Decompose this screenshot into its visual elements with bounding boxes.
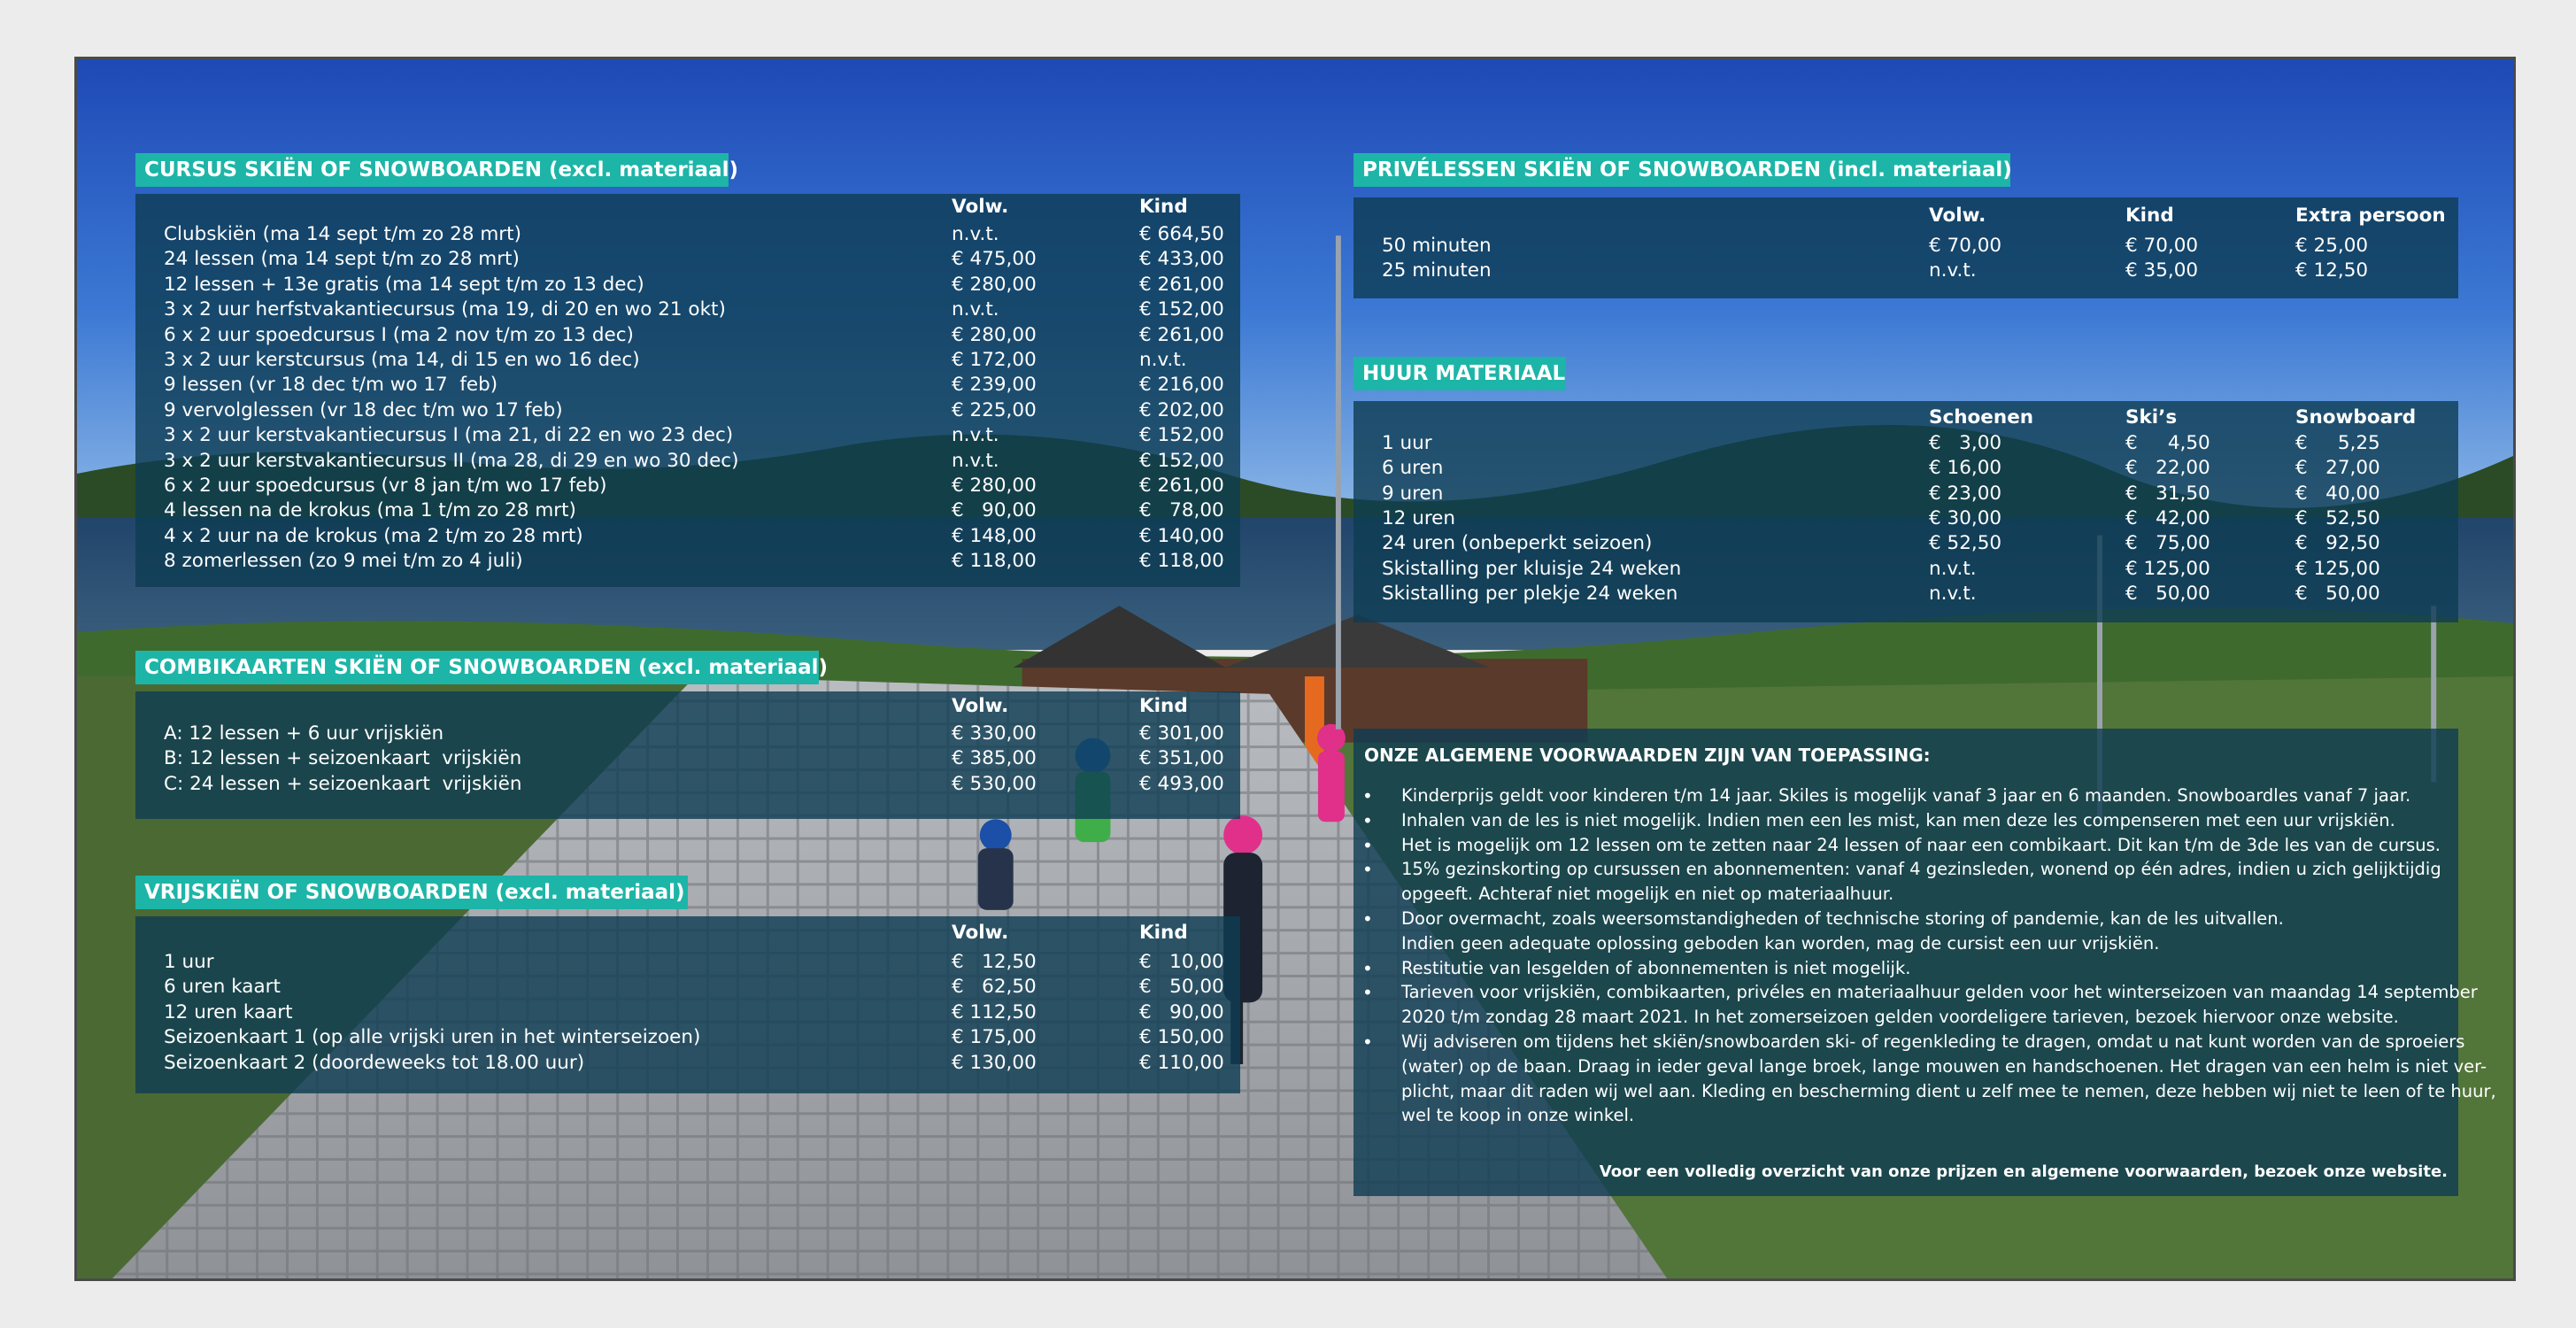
price-cell: n.v.t. <box>1139 349 1187 371</box>
price-cell: € 330,00 <box>952 722 1037 745</box>
price-cell: € 152,00 <box>1139 449 1224 472</box>
terms-panel <box>1354 729 2496 1196</box>
table-header-row <box>135 693 1240 719</box>
price-cell: € 175,00 <box>952 1026 1037 1049</box>
table-row <box>135 1050 1240 1076</box>
table-header-row <box>135 920 1240 946</box>
terms-item-line: wel te koop in onze winkel. <box>1401 1105 1635 1126</box>
price-cell: € 30,00 <box>1929 506 2002 529</box>
price-cell: € 475,00 <box>952 248 1037 271</box>
col-snowboard: Snowboard <box>2295 406 2417 429</box>
row-label: 12 lessen + 13e gratis (ma 14 sept t/m zo 13 dec) <box>164 273 644 296</box>
price-cell: € 16,00 <box>1929 457 2002 480</box>
price-cell: € 261,00 <box>1139 273 1224 296</box>
col-volw: Volw. <box>952 922 1009 944</box>
price-cell: € 90,00 <box>1139 1000 1224 1023</box>
col-volw: Volw. <box>1929 205 1986 227</box>
bullet-icon: • <box>1362 1031 1373 1053</box>
row-label: 24 uren (onbeperkt seizoen) <box>1382 532 1653 555</box>
table-row <box>135 322 1240 348</box>
price-cell: € 70,00 <box>1929 235 2002 257</box>
price-cell: € 148,00 <box>952 524 1037 547</box>
terms-item-line: Restitutie van lesgelden of abonnementen is niet mogelijk. <box>1401 957 1911 978</box>
price-cell: € 92,50 <box>2295 532 2380 555</box>
bullet-icon: • <box>1362 785 1373 807</box>
bullet-icon: • <box>1362 834 1373 856</box>
price-cell: € 202,00 <box>1139 398 1224 421</box>
price-board <box>74 57 2516 1281</box>
price-cell: € 12,50 <box>952 951 1037 973</box>
row-label: B: 12 lessen + seizoenkaart vrijskiën <box>164 747 522 770</box>
table-row <box>1354 530 2458 556</box>
price-cell: € 664,50 <box>1139 223 1224 245</box>
row-label: 4 lessen na de krokus (ma 1 t/m zo 28 mrt) <box>164 499 576 522</box>
table-row <box>135 297 1240 322</box>
terms-item-line: (water) op de baan. Draag in ieder geval lange broek, lange mouwen en handschoenen. Het dragen van een helm is niet ver- <box>1401 1055 2487 1077</box>
table-row <box>1354 455 2458 481</box>
price-cell: € 530,00 <box>952 772 1037 795</box>
vrij-price-table <box>135 916 1240 1093</box>
table-row <box>135 221 1240 247</box>
row-label: 3 x 2 uur kerstvakantiecursus I (ma 21, di 22 en wo 23 dec) <box>164 424 734 447</box>
price-cell: € 301,00 <box>1139 722 1224 745</box>
row-label: 25 minuten <box>1382 259 1492 282</box>
table-row <box>135 771 1240 797</box>
terms-footnote: Voor een volledig overzicht van onze prijzen en algemene voorwaarden, bezoek onze website. <box>1599 1162 2448 1181</box>
bullet-icon: • <box>1362 908 1373 930</box>
terms-item-line: Door overmacht, zoals weersomstandigheden of technische storing of pandemie, kan de les uitvallen. <box>1401 908 2284 929</box>
row-label: 8 zomerlessen (zo 9 mei t/m zo 4 juli) <box>164 550 523 573</box>
huur-header: HUUR MATERIAAL <box>1354 357 1566 390</box>
price-cell: € 75,00 <box>2125 532 2210 555</box>
bullet-icon: • <box>1362 957 1373 979</box>
table-row <box>135 974 1240 1000</box>
bullet-icon: • <box>1362 859 1373 881</box>
price-cell: € 22,00 <box>2125 457 2210 480</box>
price-cell: € 52,50 <box>2295 506 2380 529</box>
terms-item-line: plicht, maar dit raden wij wel aan. Kleding en bescherming dient u zelf mee te nemen, deze hebben wij niet te leen of te huur, <box>1401 1080 2496 1101</box>
price-cell: € 239,00 <box>952 374 1037 397</box>
table-header-row <box>135 194 1240 220</box>
table-row <box>135 548 1240 574</box>
row-label: 12 uren kaart <box>164 1000 293 1023</box>
price-cell: € 3,00 <box>1929 432 2002 454</box>
terms-item-line: Indien geen adequate oplossing geboden kan worden, mag de cursist een uur vrijskiën. <box>1401 932 2160 954</box>
price-cell: € 125,00 <box>2295 557 2380 580</box>
table-row <box>135 347 1240 373</box>
price-cell: € 50,00 <box>2295 582 2380 605</box>
price-cell: € 12,50 <box>2295 259 2369 282</box>
price-cell: € 31,50 <box>2125 482 2210 505</box>
terms-item-line: Het is mogelijk om 12 lessen om te zetten naar 24 lessen of naar een combikaart. Dit kan t/m de 3de les van de cursus. <box>1401 834 2441 855</box>
col-kind: Kind <box>2125 205 2174 227</box>
col-kind: Kind <box>1139 196 1188 218</box>
cursus-header: CURSUS SKIËN OF SNOWBOARDEN (excl. materiaal) <box>135 153 729 187</box>
terms-item-line: Kinderprijs geldt voor kinderen t/m 14 jaar. Skiles is mogelijk vanaf 3 jaar en 6 maanden. Snowboardles vanaf 7 jaar. <box>1401 785 2411 806</box>
row-label: 6 uren <box>1382 457 1444 480</box>
row-label: 3 x 2 uur herfstvakantiecursus (ma 19, di 20 en wo 21 okt) <box>164 298 726 321</box>
row-label: Seizoenkaart 1 (op alle vrijski uren in het winterseizoen) <box>164 1026 701 1049</box>
table-row <box>1354 258 2458 283</box>
price-cell: € 25,00 <box>2295 235 2369 257</box>
terms-item-line: Inhalen van de les is niet mogelijk. Indien men een les mist, kan men deze les compenseren met een uur vrijskiën. <box>1401 809 2395 830</box>
row-label: 12 uren <box>1382 506 1456 529</box>
price-cell: n.v.t. <box>952 449 999 472</box>
price-cell: € 152,00 <box>1139 424 1224 447</box>
combi-header: COMBIKAARTEN SKIËN OF SNOWBOARDEN (excl. materiaal) <box>135 651 819 684</box>
row-label: 6 uren kaart <box>164 976 281 999</box>
table-row <box>135 523 1240 549</box>
terms-item-line: 15% gezinskorting op cursussen en abonnementen: vanaf 4 gezinsleden, wonend op één adres, indien u zich gelijktijdig <box>1401 859 2441 880</box>
col-schoenen: Schoenen <box>1929 406 2034 429</box>
table-row <box>1354 506 2458 531</box>
table-row <box>1354 556 2458 582</box>
row-label: Skistalling per plekje 24 weken <box>1382 582 1678 605</box>
price-cell: € 35,00 <box>2125 259 2199 282</box>
price-cell: € 261,00 <box>1139 475 1224 497</box>
price-cell: € 130,00 <box>952 1051 1037 1074</box>
price-cell: € 23,00 <box>1929 482 2002 505</box>
price-cell: € 70,00 <box>2125 235 2199 257</box>
price-cell: € 140,00 <box>1139 524 1224 547</box>
price-cell: € 40,00 <box>2295 482 2380 505</box>
prive-price-table <box>1354 197 2458 298</box>
bullet-icon: • <box>1362 809 1373 831</box>
row-label: A: 12 lessen + 6 uur vrijskiën <box>164 722 444 745</box>
row-label: 3 x 2 uur kerstvakantiecursus II (ma 28, di 29 en wo 30 dec) <box>164 449 739 472</box>
row-label: 9 vervolglessen (vr 18 dec t/m wo 17 feb) <box>164 398 563 421</box>
table-row <box>135 372 1240 398</box>
price-cell: € 172,00 <box>952 349 1037 371</box>
table-row <box>135 422 1240 448</box>
price-cell: € 5,25 <box>2295 432 2380 454</box>
row-label: 6 x 2 uur spoedcursus I (ma 2 nov t/m zo 13 dec) <box>164 323 634 346</box>
table-row <box>1354 430 2458 456</box>
price-cell: € 261,00 <box>1139 323 1224 346</box>
combi-price-table <box>135 691 1240 819</box>
table-row <box>135 1024 1240 1050</box>
row-label: 4 x 2 uur na de krokus (ma 2 t/m zo 28 mrt) <box>164 524 583 547</box>
price-cell: € 78,00 <box>1139 499 1224 522</box>
price-cell: € 62,50 <box>952 976 1037 999</box>
price-cell: n.v.t. <box>952 223 999 245</box>
table-row <box>135 1000 1240 1025</box>
price-cell: € 50,00 <box>1139 976 1224 999</box>
col-volw: Volw. <box>952 196 1009 218</box>
huur-price-table <box>1354 401 2458 622</box>
price-cell: € 112,50 <box>952 1000 1037 1023</box>
row-label: Seizoenkaart 2 (doordeweeks tot 18.00 uur) <box>164 1051 585 1074</box>
terms-item-line: Wij adviseren om tijdens het skiën/snowboarden ski- of regenkleding te dragen, omdat u nat kunt worden van de sproeiers <box>1401 1031 2465 1052</box>
vrij-header: VRIJSKIËN OF SNOWBOARDEN (excl. materiaal) <box>135 876 688 909</box>
price-cell: € 225,00 <box>952 398 1037 421</box>
price-cell: n.v.t. <box>1929 582 1977 605</box>
table-row <box>1354 581 2458 606</box>
price-cell: € 493,00 <box>1139 772 1224 795</box>
row-label: Skistalling per kluisje 24 weken <box>1382 557 1682 580</box>
row-label: 50 minuten <box>1382 235 1492 257</box>
table-header-row <box>1354 203 2458 228</box>
terms-item-line: 2020 t/m zondag 28 maart 2021. In het zomerseizoen gelden voordeligere tarieven, bezoek hiervoor onze website. <box>1401 1007 2399 1028</box>
row-label: 6 x 2 uur spoedcursus (vr 8 jan t/m wo 17 feb) <box>164 475 607 497</box>
price-cell: n.v.t. <box>1929 259 1977 282</box>
row-label: C: 24 lessen + seizoenkaart vrijskiën <box>164 772 522 795</box>
row-label: Clubskiën (ma 14 sept t/m zo 28 mrt) <box>164 223 521 245</box>
price-cell: € 110,00 <box>1139 1051 1224 1074</box>
table-row <box>135 246 1240 272</box>
table-header-row <box>1354 405 2458 430</box>
price-cell: € 42,00 <box>2125 506 2210 529</box>
price-cell: € 216,00 <box>1139 374 1224 397</box>
price-cell: € 351,00 <box>1139 747 1224 770</box>
price-cell: € 280,00 <box>952 273 1037 296</box>
col-extra-persoon: Extra persoon <box>2295 205 2446 227</box>
price-cell: € 52,50 <box>1929 532 2002 555</box>
price-cell: € 280,00 <box>952 475 1037 497</box>
price-cell: € 118,00 <box>1139 550 1224 573</box>
col-skis: Ski’s <box>2125 406 2178 429</box>
table-row <box>135 272 1240 297</box>
terms-item-line: Tarieven voor vrijskiën, combikaarten, privéles en materiaalhuur gelden voor het winterseizoen van maandag 14 september <box>1401 982 2478 1003</box>
table-row <box>135 745 1240 771</box>
cursus-price-table <box>135 194 1240 587</box>
price-cell: € 4,50 <box>2125 432 2210 454</box>
table-row <box>135 448 1240 474</box>
price-cell: € 50,00 <box>2125 582 2210 605</box>
table-row <box>135 721 1240 746</box>
price-cell: € 10,00 <box>1139 951 1224 973</box>
row-label: 24 lessen (ma 14 sept t/m zo 28 mrt) <box>164 248 520 271</box>
col-kind: Kind <box>1139 695 1188 717</box>
price-cell: € 152,00 <box>1139 298 1224 321</box>
bullet-icon: • <box>1362 982 1373 1004</box>
col-kind: Kind <box>1139 922 1188 944</box>
price-cell: € 150,00 <box>1139 1026 1224 1049</box>
price-cell: n.v.t. <box>952 298 999 321</box>
row-label: 9 lessen (vr 18 dec t/m wo 17 feb) <box>164 374 498 397</box>
table-row <box>135 949 1240 975</box>
table-row <box>135 398 1240 423</box>
price-cell: n.v.t. <box>952 424 999 447</box>
table-row <box>1354 233 2458 259</box>
price-cell: € 433,00 <box>1139 248 1224 271</box>
terms-title: ONZE ALGEMENE VOORWAARDEN ZIJN VAN TOEPASSING: <box>1364 745 1931 766</box>
row-label: 1 uur <box>1382 432 1432 454</box>
col-volw: Volw. <box>952 695 1009 717</box>
table-row <box>135 473 1240 498</box>
price-cell: € 118,00 <box>952 550 1037 573</box>
price-cell: € 90,00 <box>952 499 1037 522</box>
price-cell: € 385,00 <box>952 747 1037 770</box>
row-label: 9 uren <box>1382 482 1444 505</box>
price-cell: € 125,00 <box>2125 557 2210 580</box>
table-row <box>1354 481 2458 506</box>
price-cell: € 280,00 <box>952 323 1037 346</box>
row-label: 1 uur <box>164 951 214 973</box>
table-row <box>135 498 1240 523</box>
terms-item-line: opgeeft. Achteraf niet mogelijk en niet op materiaalhuur. <box>1401 884 1894 905</box>
prive-header: PRIVÉLESSEN SKIËN OF SNOWBOARDEN (incl. materiaal) <box>1354 153 2010 187</box>
price-cell: n.v.t. <box>1929 557 1977 580</box>
row-label: 3 x 2 uur kerstcursus (ma 14, di 15 en wo 16 dec) <box>164 349 640 371</box>
price-cell: € 27,00 <box>2295 457 2380 480</box>
